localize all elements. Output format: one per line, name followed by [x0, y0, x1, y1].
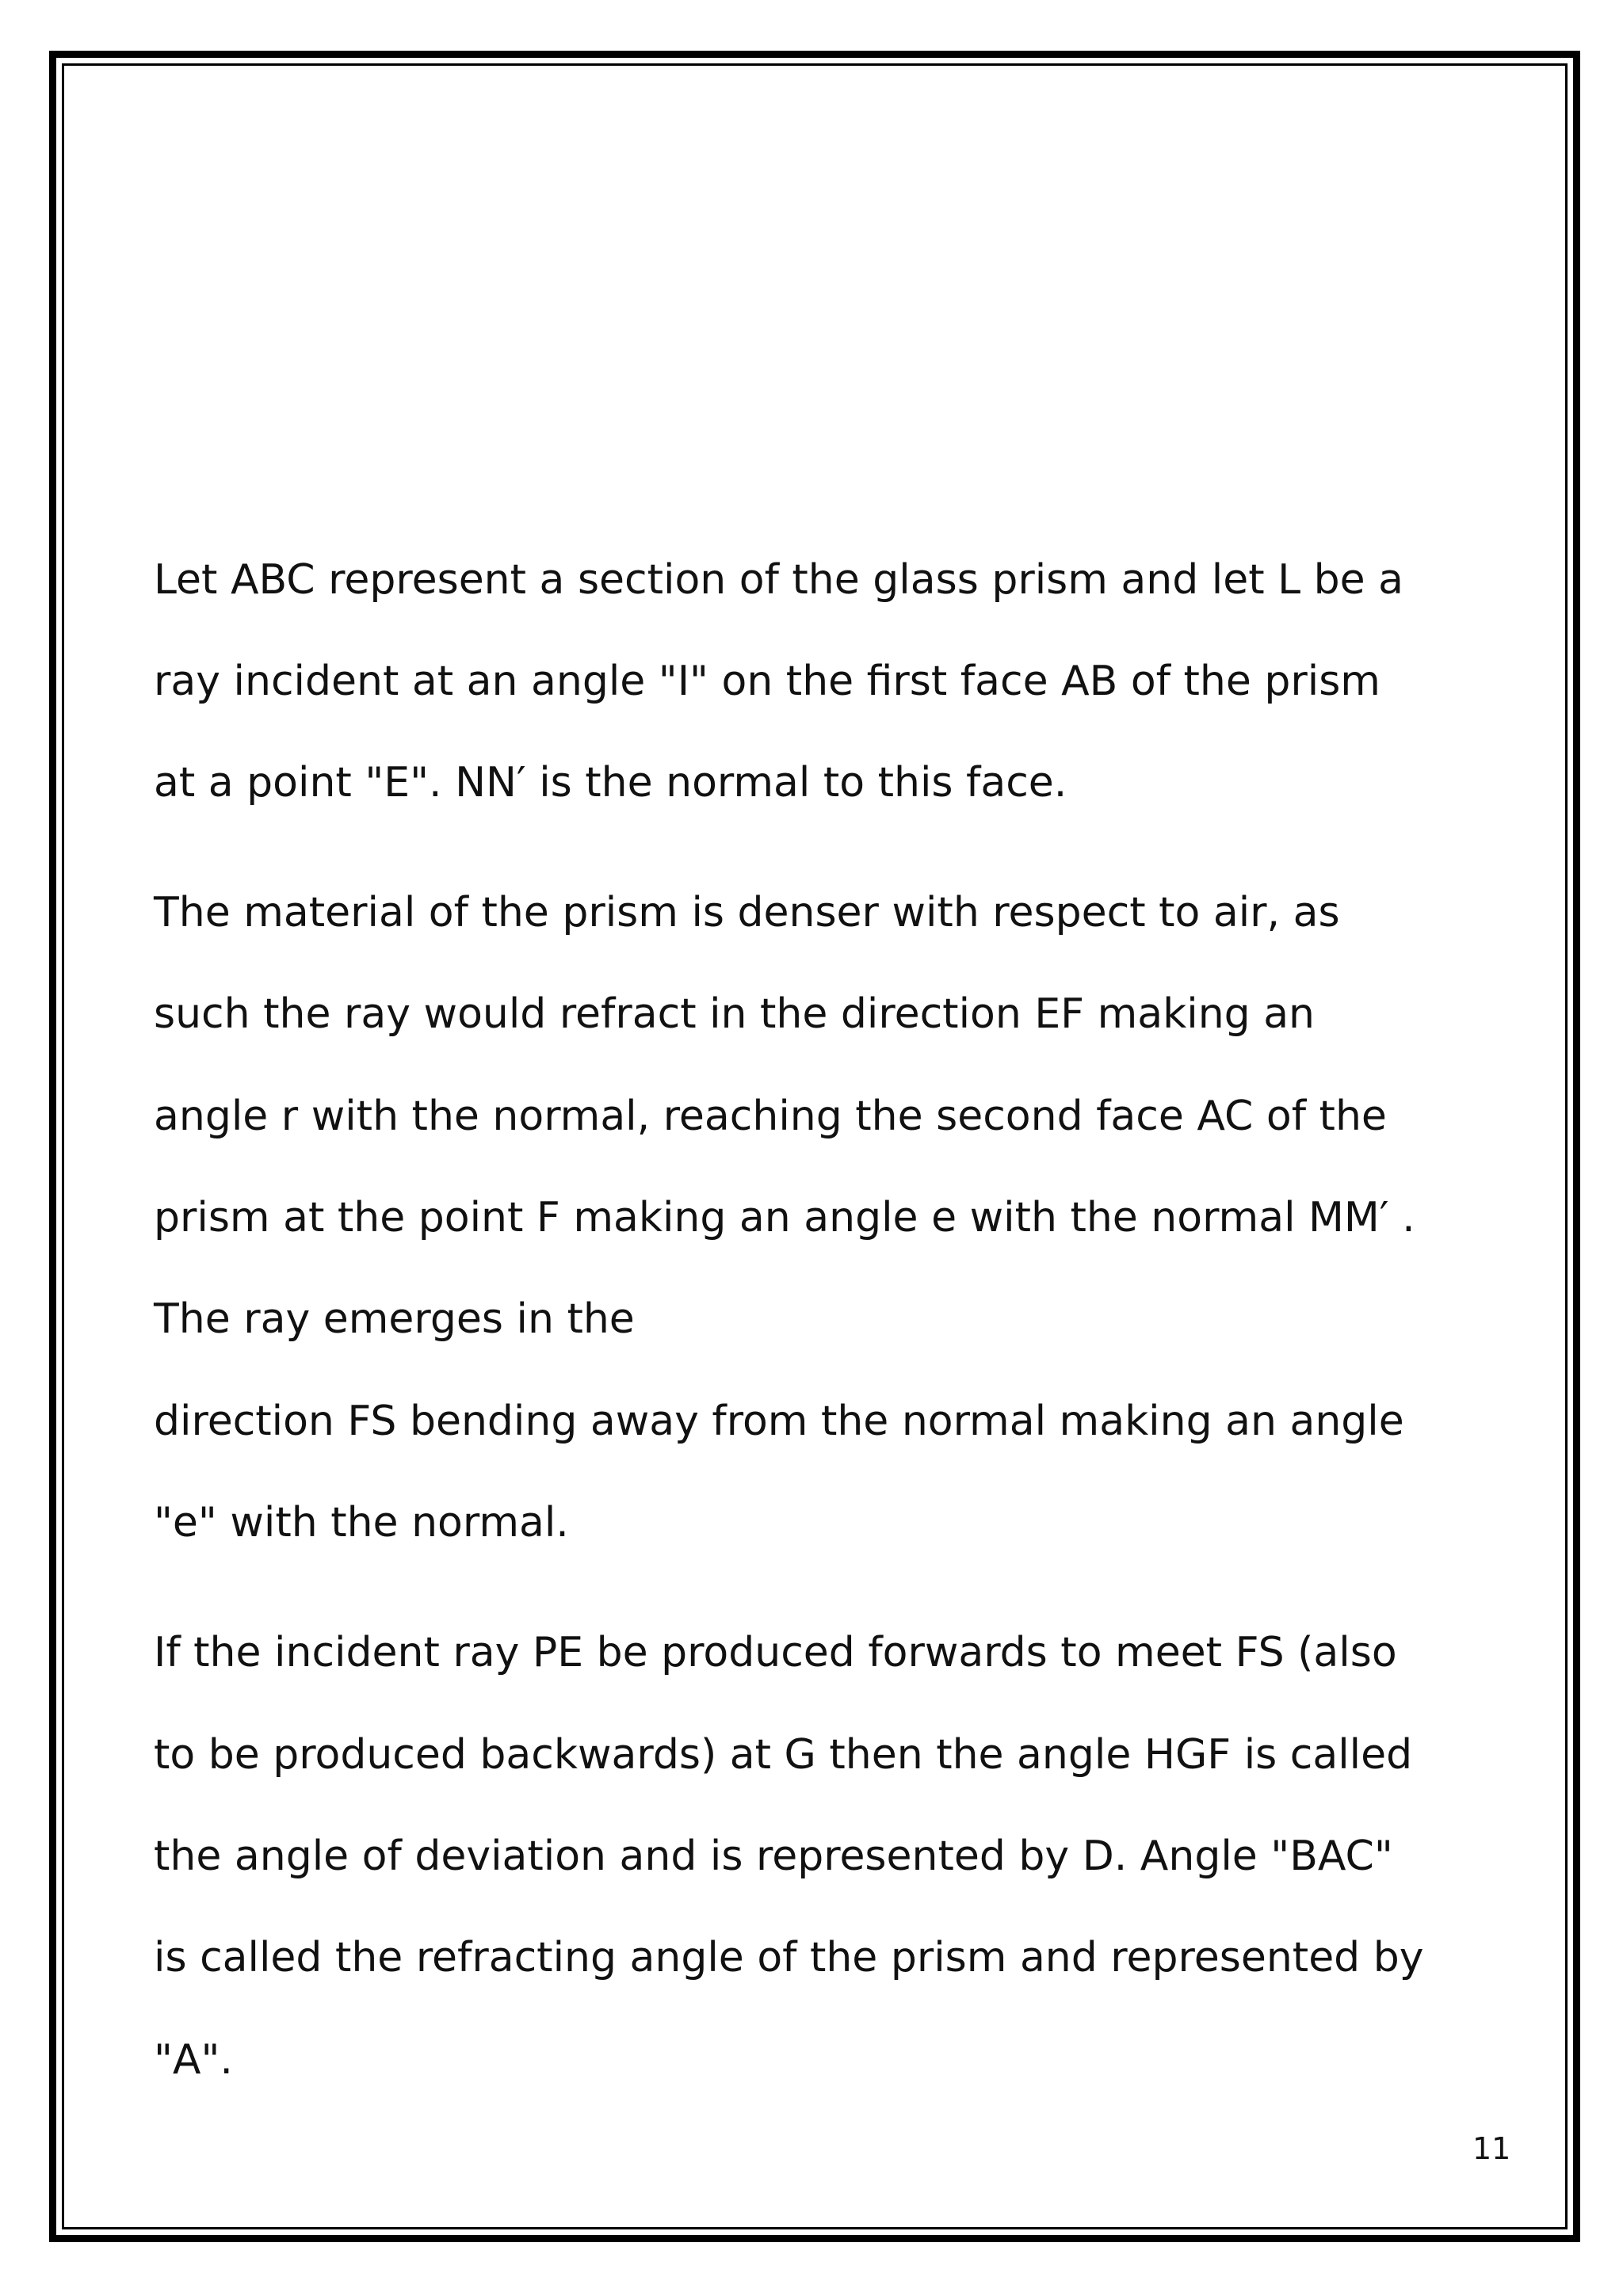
paragraph-2-line-3: angle r with the normal, reaching the second face AC of the	[154, 1093, 1387, 1140]
paragraph-1-line-2: ray incident at an angle "I" on the first face AB of the prism	[154, 658, 1381, 705]
page-number: 11	[1472, 2131, 1511, 2166]
paragraph-1-line-1: Let ABC represent a section of the glass prism and let L be a	[154, 556, 1404, 604]
paragraph-2-line-4: prism at the point F making an angle e with the normal MM′ .	[154, 1194, 1415, 1241]
paragraph-3-line-2: to be produced backwards) at G then the angle HGF is called	[154, 1731, 1413, 1779]
paragraph-2-line-7: "e" with the normal.	[154, 1499, 569, 1547]
paragraph-3-line-3: the angle of deviation and is represented by D. Angle "BAC"	[154, 1833, 1393, 1880]
paragraph-2-line-6: direction FS bending away from the normal making an angle	[154, 1398, 1404, 1445]
page-inner-border	[62, 63, 1568, 2229]
paragraph-2-line-2: such the ray would refract in the direction EF making an	[154, 990, 1316, 1038]
paragraph-2-line-5: The ray emerges in the	[154, 1295, 635, 1343]
paragraph-3-line-4: is called the refracting angle of the prism and represented by	[154, 1934, 1424, 1981]
paragraph-2-line-1: The material of the prism is denser with respect to air, as	[154, 889, 1340, 936]
paragraph-1-line-3: at a point "E". NN′ is the normal to this face.	[154, 759, 1067, 807]
paragraph-3-line-5: "A".	[154, 2036, 233, 2084]
paragraph-3-line-1: If the incident ray PE be produced forwards to meet FS (also	[154, 1629, 1397, 1676]
